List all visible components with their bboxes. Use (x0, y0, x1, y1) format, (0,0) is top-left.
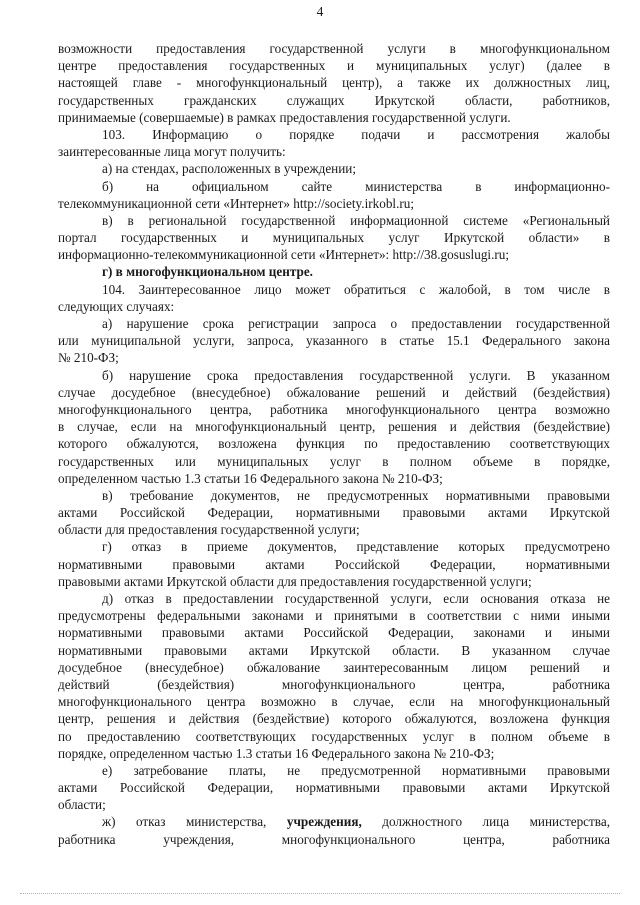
text-line: заинтересованные лица могут получить: (58, 144, 286, 160)
text-line: г) отказ в приеме документов, представление которых предусмотрено (102, 539, 610, 555)
text-line: или муниципальной услуги, запроса, указанного в статье 15.1 Федерального закона (58, 333, 610, 349)
text-line: многофункционального центра, работника многофункционального центра возможно (58, 401, 610, 417)
text-line: а) нарушение срока регистрации запроса о предоставлении государственной (102, 316, 610, 331)
text-line: в) в региональной государственной информационной системе «Региональный (102, 212, 610, 228)
text-line: нормативными правовыми актами Иркутской области. В указанном случае (58, 642, 610, 658)
final-line: работника учреждения, многофункционального центра, работника (58, 831, 610, 847)
text-line: 104. Заинтересованное лицо может обратиться с жалобой, в том числе в (102, 281, 610, 297)
text-line: 103. Информацию о порядке подачи и рассмотрения жалобы (102, 126, 610, 142)
text-line: которого обжалуются, возложена функция по предоставлению соответствующих (58, 436, 610, 452)
text-line: центре предоставления государственных и муниципальных услуг) (далее в (58, 58, 610, 74)
page-number: 4 (316, 4, 324, 19)
text-line: в) требование документов, не предусмотренных нормативными правовыми (102, 487, 610, 503)
text-line: предусмотрены федеральными законами и принятыми в соответствии с ними иными (58, 608, 610, 624)
paragraph-line-zh (58, 813, 610, 830)
text-line: нормативными правовыми актами Российской Федерации, законами и иными (58, 625, 610, 641)
text-line: порядке, определенном частью 1.3 статьи 16 Федерального закона № 210-ФЗ; (58, 745, 495, 761)
text-line: в случае, если на многофункциональный центр, решения и действия (бездействие) (58, 419, 610, 435)
text-line: б) нарушение срока предоставления государственной услуги. В указанном (102, 367, 610, 383)
text-line: области; (58, 797, 106, 813)
text-line: по предоставлению соответствующих государственных услуг в полном объеме в (58, 728, 610, 744)
text-line: е) затребование платы, не предусмотренной нормативными правовыми (102, 762, 610, 778)
text-line: возможности предоставления государственной услуги в многофункциональном (58, 41, 610, 56)
text-line: а) на стендах, расположенных в учреждении; (102, 161, 357, 177)
text-line: настоящей главе - многофункциональный центр), а также их должностных лиц, (58, 75, 610, 91)
text-line: актами Российской Федерации, нормативными правовыми актами Иркутской (58, 780, 610, 796)
text-line: б) на официальном сайте министерства в информационно- (102, 178, 610, 194)
text-line: многофункционального центра возможно в случае, если на многофункциональный (58, 694, 610, 710)
document-body (58, 40, 610, 848)
text-line: досудебное (внесудебное) обжалование заинтересованным лицом решений и (58, 659, 610, 675)
text-line: актами Российской Федерации, нормативными правовыми актами Иркутской (58, 505, 610, 521)
text-line: нормативными правовыми актами Российской Федерации, нормативными (58, 556, 610, 572)
text-line: определенном частью 1.3 статьи 16 Федерального закона № 210-ФЗ; (58, 470, 443, 486)
text-line: портал государственных и муниципальных услуг Иркутской области» в (58, 230, 610, 246)
text-line: информационно-телекоммуникационной сети «Интернет»: http://38.gosuslugi.ru; (58, 247, 510, 263)
text-line: г) в многофункциональном центре. (102, 264, 313, 280)
line-zh-bold: учреждения, (286, 814, 362, 830)
text-line: принимаемые (совершаемые) в рамках предоставления государственной услуги. (58, 109, 511, 125)
text-line: д) отказ в предоставлении государственной услуги, если основания отказа не (102, 591, 610, 606)
text-line: № 210-ФЗ; (58, 350, 119, 366)
text-line: телекоммуникационной сети «Интернет» http://society.irkobl.ru; (58, 195, 415, 211)
text-line: действий (бездействия) многофункционального центра, работника (58, 676, 610, 692)
text-line: государственных гражданских служащих Иркутской области, работников, (58, 92, 610, 108)
text-line: правовыми актами Иркутской области для предоставления государственной услуги; (58, 573, 532, 589)
text-line: случае досудебное (внесудебное) обжалование решений и действий (бездействия) (58, 384, 610, 400)
text-line: центр, решения и действия (бездействие) которого обжалуются, возложена функция (58, 711, 610, 727)
line-zh-part2: должностного лица министерства, (361, 814, 610, 830)
line-zh-part1: ж) отказ министерства, (102, 814, 287, 830)
text-line: следующих случаях: (58, 298, 175, 314)
page-bottom-rule (20, 893, 620, 894)
text-line: области для предоставления государственной услуги; (58, 522, 360, 538)
text-line: государственных или муниципальных услуг в полном объеме в порядке, (58, 453, 610, 469)
